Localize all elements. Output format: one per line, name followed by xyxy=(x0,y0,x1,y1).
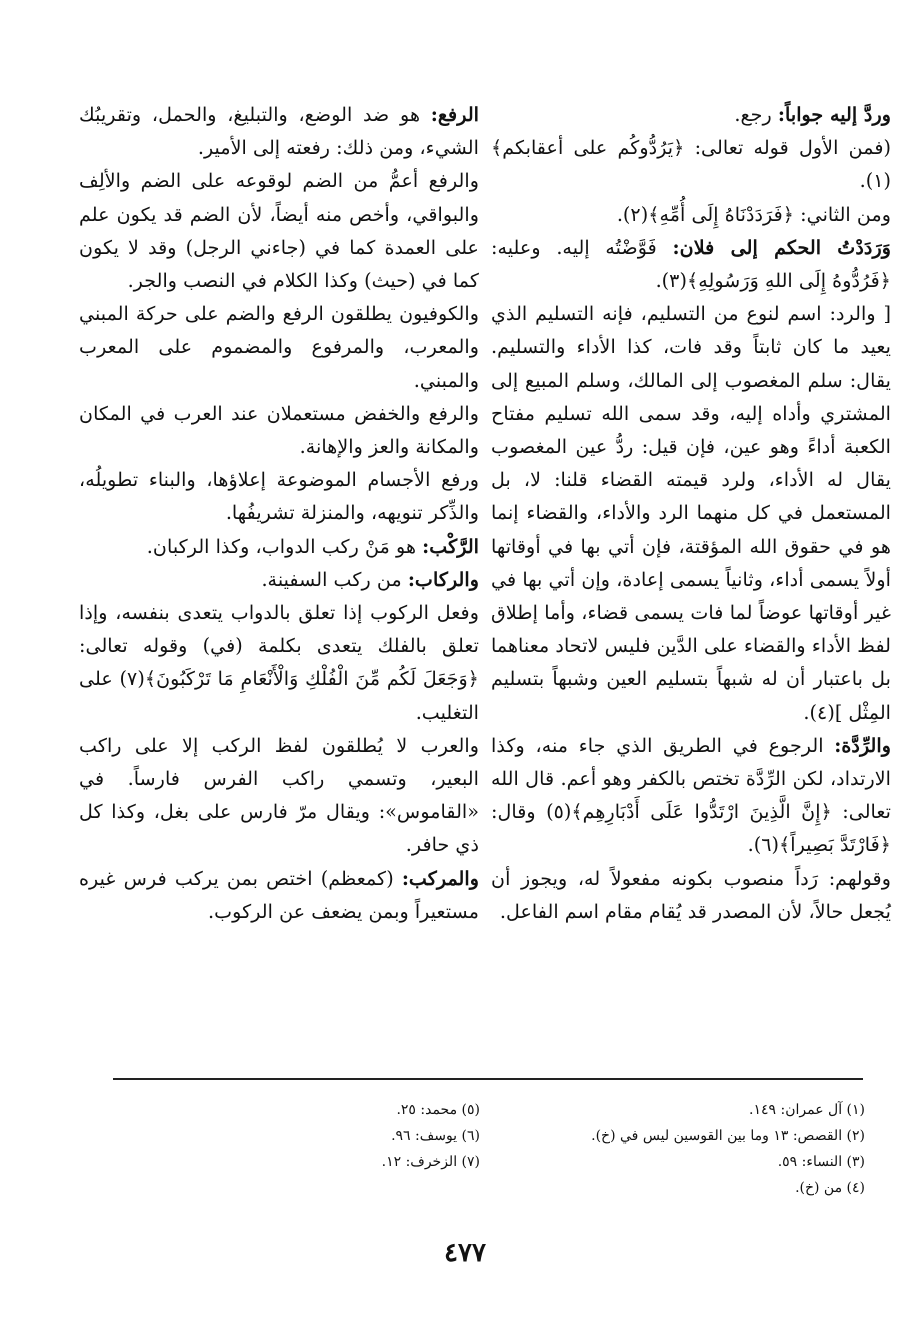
paragraph: والركاب: من ركب السفينة. xyxy=(261,567,479,591)
entry-headword: والركاب: xyxy=(407,567,479,591)
paragraph: وقولهم: رَداً منصوب بكونه مفعولاً له، ويجوز أن يُجعل حالاً، لأن المصدر قد يُقام مقام اسم الفاعل. xyxy=(491,866,891,923)
footnote: (٦) يوسف: ٩٦. xyxy=(391,1128,480,1144)
entry-headword: الرفع: xyxy=(430,103,479,126)
footnote: (٥) محمد: ٢٥. xyxy=(396,1102,480,1118)
paragraph: وفعل الركوب إذا تعلق بالدواب يتعدى بنفسه، وإذا تعلق بالفلك يتعدى بكلمة (في) وقوله تعالى: ﴿وَجَعَلَ لَكُم مِّنَ الْفُلْكِ وَالْأَنْعَامِ مَا تَرْكَبُونَ﴾(٧) على التغليب. xyxy=(79,601,479,724)
right-text-column xyxy=(491,98,891,928)
paragraph: وَرَدَدْتُ الحكم إلى فلان: فَوَّضْتُه إليه. وعليه: ﴿فَرُدُّوهُ إِلَى اللهِ وَرَسُولِهِ﴾(٣). xyxy=(491,235,891,293)
entry-headword: وَرَدَدْتُ الحكم إلى فلان: xyxy=(672,235,891,259)
paragraph: الرَّكْب: هو مَنْ ركب الدواب، وكذا الركبان. xyxy=(146,534,479,558)
left-text-column xyxy=(79,98,479,928)
paragraph: الرفع: هو ضد الوضع، والتبليغ، والحمل، وتقريبُك الشيء، ومن ذلك: رفعته إلى الأمير. xyxy=(79,103,479,160)
paragraph: وردَّ إليه جواباً: رجع. xyxy=(734,103,891,126)
footnote: (٢) القصص: ١٣ وما بين القوسين ليس في (خ). xyxy=(591,1128,865,1144)
footnotes-left xyxy=(80,1097,480,1175)
footnote: (٣) النساء: ٥٩. xyxy=(777,1154,865,1170)
footnotes-right xyxy=(475,1097,865,1201)
footnote: (٤) من (خ). xyxy=(795,1180,865,1196)
entry-headword: والرِّدَّة: xyxy=(834,733,891,757)
paragraph: والمركب: (كمعظم) اختص بمن يركب فرس غيره مستعيراً وبمن يضعف عن الركوب. xyxy=(79,866,479,923)
footnote: (١) آل عمران: ١٤٩. xyxy=(749,1102,865,1118)
entry-headword: وردَّ إليه جواباً: xyxy=(777,103,891,126)
page-number: ٤٧٧ xyxy=(444,1238,486,1268)
paragraph: [ والرد: اسم لنوع من التسليم، فإنه التسليم الذي يعيد ما كان ثابتاً وقد فات، كذا الأداء والتسليم. يقال: سلم المغصوب إلى المالك، وسلم المبيع إلى المشتري وأداه إليه، وقد سمى الله تسليم مفتاح الكعبة أداءً وهو عين، فإن قيل: ردُّ عين المغصوب يقال له الأداء، ولرد قيمته القضاء قلنا: لا، بل المستعمل في كل منهما الرد والأداء، والقضاء إنما هو في حقوق الله المؤقتة، فإن أتي بها في أوقاتها أولاً يسمى أداء، وثانياً يسمى إعادة، وإن أتي بها في غير أوقاتها عوضاً لما فات يسمى قضاء، وأما إطلاق لفظ الأداء والقضاء على الدَّين فليس لاتحاد معناهما بل باعتبار أن له شبهاً بتسليم العين وشبهاً بتسليم المِثْل ](٤). xyxy=(491,302,891,724)
paragraph: ومن الثاني: ﴿فَرَدَدْنَاهُ إِلَى أُمِّهِ﴾(٢). xyxy=(616,202,891,226)
paragraph: والعرب لا يُطلقون لفظ الركب إلا على راكب البعير، وتسمي راكب الفرس فارساً. في «القاموس»: ويقال مرّ فارس على بغل، وكذا كل ذي حافر. xyxy=(79,733,479,857)
paragraph: والرفع أعمُّ من الضم لوقوعه على الضم والألِف والبواقي، وأخص منه أيضاً، لأن الضم قد يكون علم على العمدة كما في (جاءني الرجل) وقد لا يكون كما في (حيث) وكذا الكلام في النصب والجر. xyxy=(79,169,479,293)
entry-headword: الرَّكْب: xyxy=(422,534,479,558)
footnote: (٧) الزخرف: ١٢. xyxy=(381,1154,480,1170)
paragraph: ورفع الأجسام الموضوعة إعلاؤها، والبناء تطويلُه، والذِّكر تنويهه، والمنزلة تشريفُها. xyxy=(79,468,479,525)
paragraph: (فمن الأول قوله تعالى: ﴿يَرُدُّوكُم على أعقابكم﴾(١). xyxy=(491,136,891,193)
paragraph: والرِّدَّة: الرجوع في الطريق الذي جاء منه، وكذا الارتداد، لكن الرِّدَّة تختص بالكفر وهو أعم. قال الله تعالى: ﴿إِنَّ الَّذِينَ ارْتَدُّوا عَلَى أَدْبَارِهِم﴾(٥) وقال: ﴿فَارْتَدَّ بَصِيراً﴾(٦). xyxy=(491,733,891,857)
footnote-divider xyxy=(113,1078,863,1080)
paragraph: والرفع والخفض مستعملان عند العرب في المكان والمكانة والعز والإهانة. xyxy=(79,401,479,459)
paragraph: والكوفيون يطلقون الرفع والضم على حركة المبني والمعرب، والمرفوع والمضموم على المعرب والمبني. xyxy=(79,302,479,392)
entry-headword: والمركب: xyxy=(401,866,479,890)
